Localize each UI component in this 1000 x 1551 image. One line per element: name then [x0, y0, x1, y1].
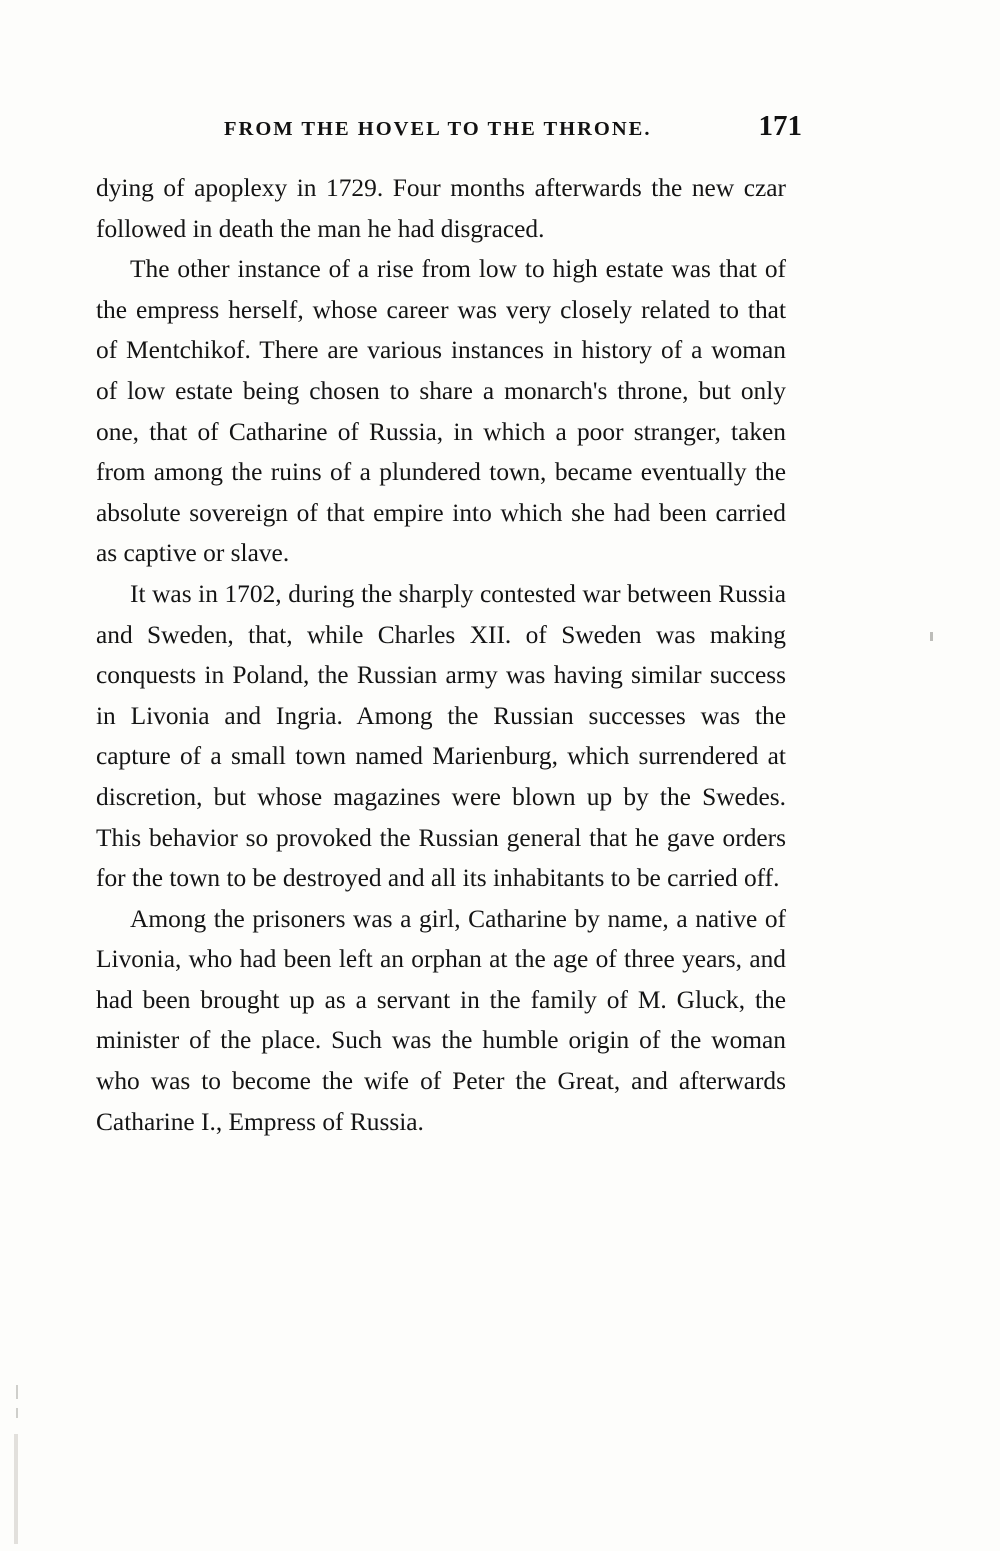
running-head: FROM THE HOVEL TO THE THRONE. — [224, 118, 652, 140]
paragraph: It was in 1702, during the sharply contested war between Russia and Sweden, that, while Charles XII. of Sweden was making conquests in Poland, the Russian army was having similar success in Livonia and Ingria. Among the Russian successes was the capture of a small town named Marienburg, which surrendered at discretion, but whose magazines were blown up by the Swedes. This behavior so provoked the Russian general that he gave orders for the town to be destroyed and all its inhabitants to be carried off. — [96, 579, 786, 893]
scan-artifact — [16, 1408, 18, 1418]
paragraph: dying of apoplexy in 1729. Four months afterwards the new czar followed in death the man he had disgraced. — [96, 174, 786, 243]
scan-artifact — [16, 1385, 18, 1399]
paragraph: The other instance of a rise from low to high estate was that of the empress herself, whose career was very closely related to that of Mentchikof. There are various instances in history of a woman of low estate being chosen to share a monarch's throne, but only one, that of Catharine of Russia, in which a poor stranger, taken from among the ruins of a plundered town, became eventually the absolute sovereign of that empire into which she had been carried as captive or slave. — [96, 255, 786, 568]
page-header — [96, 110, 802, 143]
paragraph: Among the prisoners was a girl, Catharine by name, a native of Livonia, who had been left an orphan at the age of three years, and had been brought up as a servant in the family of M. Gluck, the minister of the place. Such was the humble origin of the woman who was to become the wife of Peter the Great, and afterwards Catharine I., Empress of Russia. — [96, 904, 786, 1136]
scan-artifact — [930, 632, 933, 641]
scan-artifact — [14, 1434, 18, 1544]
page-number: 171 — [758, 110, 802, 142]
body-text — [96, 168, 786, 1142]
